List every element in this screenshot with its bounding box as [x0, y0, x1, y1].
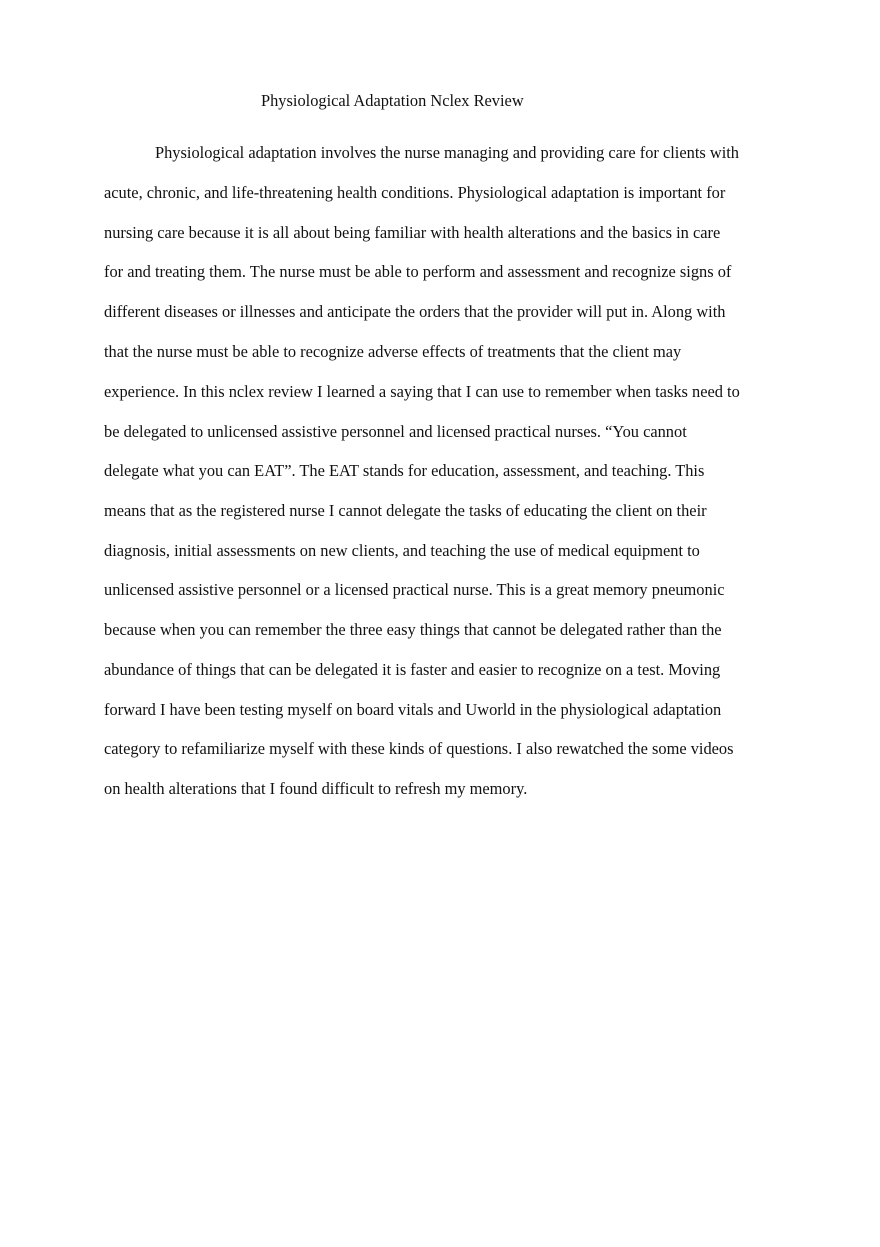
paragraph-line: experience. In this nclex review I learned a saying that I can use to remember when tasks need to	[104, 382, 740, 401]
paragraph-line: unlicensed assistive personnel or a licensed practical nurse. This is a great memory pneumonic	[104, 580, 725, 599]
paragraph-line: for and treating them. The nurse must be able to perform and assessment and recognize signs of	[104, 262, 732, 281]
paragraph-line: category to refamiliarize myself with these kinds of questions. I also rewatched the some videos	[104, 739, 734, 758]
paragraph-line: acute, chronic, and life-threatening health conditions. Physiological adaptation is important for	[104, 183, 726, 202]
paragraph-line: nursing care because it is all about being familiar with health alterations and the basics in care	[104, 223, 721, 242]
paragraph-line: be delegated to unlicensed assistive personnel and licensed practical nurses. “You cannot	[104, 422, 687, 441]
paragraph-line: different diseases or illnesses and anticipate the orders that the provider will put in. Along with	[104, 302, 726, 321]
paragraph-line: diagnosis, initial assessments on new clients, and teaching the use of medical equipment to	[104, 541, 700, 560]
paragraph-line: on health alterations that I found difficult to refresh my memory.	[104, 779, 528, 798]
paragraph-line: means that as the registered nurse I cannot delegate the tasks of educating the client on their	[104, 501, 707, 520]
document-title: Physiological Adaptation Nclex Review	[261, 91, 524, 110]
paragraph-line: that the nurse must be able to recognize adverse effects of treatments that the client may	[104, 342, 682, 361]
paragraph-line: because when you can remember the three easy things that cannot be delegated rather than the	[104, 620, 722, 639]
paragraph-line: delegate what you can EAT”. The EAT stands for education, assessment, and teaching. This	[104, 461, 705, 480]
paragraph-line: abundance of things that can be delegated it is faster and easier to recognize on a test. Moving	[104, 660, 721, 679]
paragraph-line: Physiological adaptation involves the nurse managing and providing care for clients with	[155, 143, 740, 162]
paragraph-line: forward I have been testing myself on board vitals and Uworld in the physiological adaptation	[104, 700, 722, 719]
